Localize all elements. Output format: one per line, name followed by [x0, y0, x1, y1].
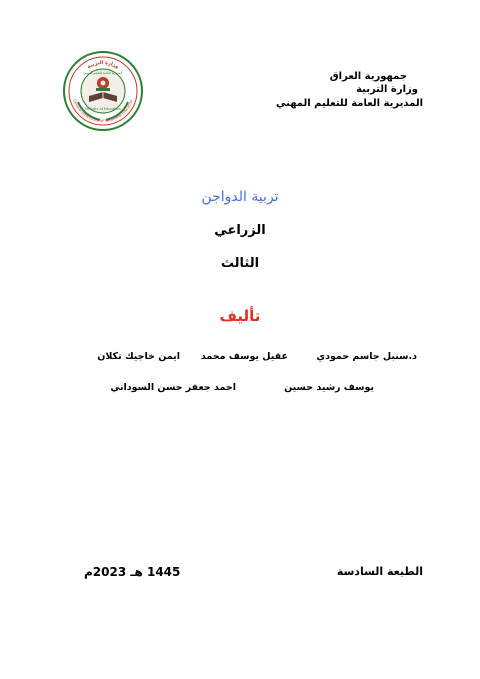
author-name: ايمن خاجيك تكلان [97, 351, 180, 362]
book-title: تربية الدواجن [201, 189, 279, 205]
header-directorate: المديرية العامة للتعليم المهني [276, 98, 423, 109]
ministry-seal-icon [62, 50, 144, 132]
logo-arc-top-text: وزارة التربية [86, 59, 120, 71]
authored-label: تأليف [219, 307, 261, 325]
author-name: يوسف رشيد حسين [284, 382, 374, 393]
book-grade: الثالث [220, 256, 260, 271]
publication-year: 1445 هـ 2023م [84, 565, 181, 579]
edition-label: الطبعة السادسة [336, 565, 423, 578]
author-name: احمد جعفر حسن السوداني [110, 382, 236, 393]
author-name: د.سنبل جاسم حمودي [316, 351, 417, 362]
logo-english-text: Ministry of Education [85, 107, 121, 111]
logo-arc-outer-text: General Directorate of Vocational Education [72, 98, 134, 124]
header-ministry: وزارة التربية [356, 84, 418, 95]
logo-middle-text: المديرية العامة للتعليم المهني [83, 71, 123, 75]
header-country: جمهورية العراق [329, 71, 407, 82]
author-name: عقيل يوسف محمد [200, 351, 288, 362]
ministry-logo [62, 50, 144, 132]
book-field: الزراعي [214, 223, 266, 238]
